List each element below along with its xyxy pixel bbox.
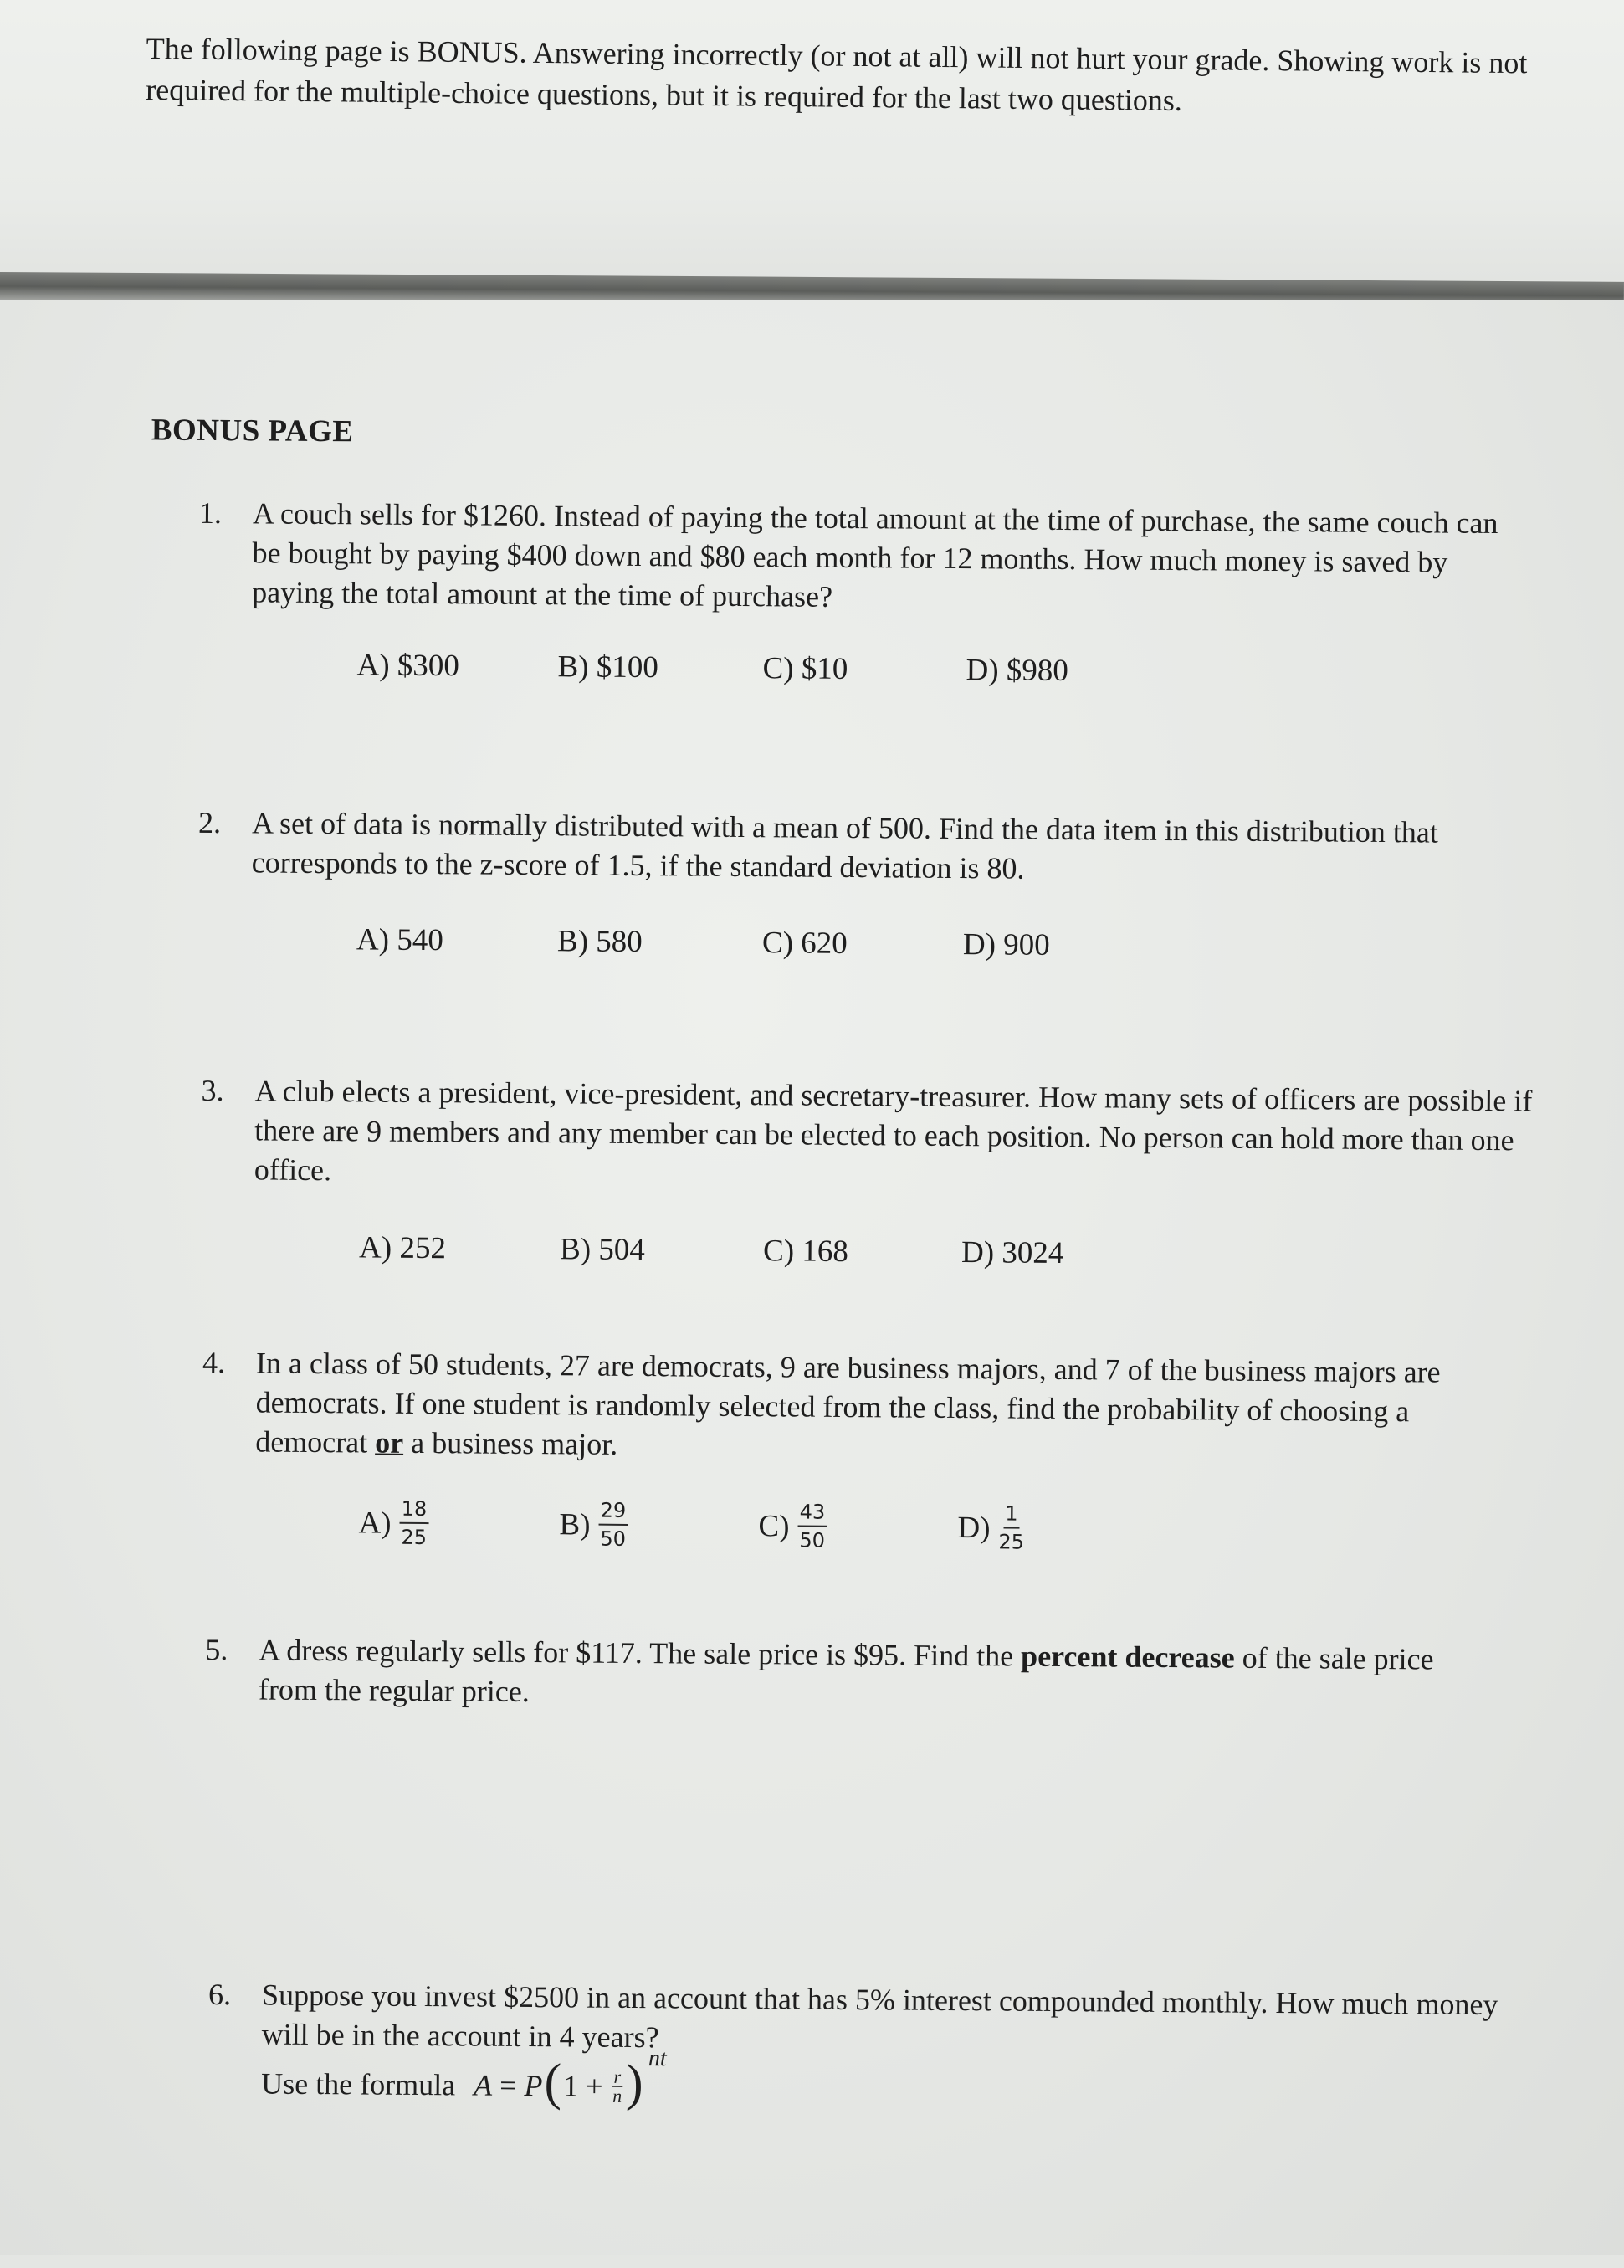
option-a[interactable]: A) $\frac{18}{25}$ bbox=[358, 1496, 428, 1550]
question-number: 2. bbox=[197, 805, 222, 840]
option-b[interactable]: B) $100 bbox=[557, 649, 658, 685]
option-b[interactable]: B) $\frac{29}{50}$ bbox=[559, 1498, 627, 1551]
question-text: A set of data is normally distributed with a mean of 500. Find the data item in this distribution that corresponds to the z-score of 1.5, if the standard deviation is 80. bbox=[251, 806, 1439, 885]
option-d[interactable]: D) $\frac{1}{25}$ bbox=[957, 1501, 1025, 1554]
question-6 bbox=[207, 1975, 1514, 2119]
question-number: 3. bbox=[201, 1073, 224, 1108]
question-2 bbox=[198, 803, 1521, 892]
option-c[interactable]: C) $10 bbox=[762, 651, 848, 686]
question-number: 1. bbox=[198, 495, 223, 531]
question-5 bbox=[205, 1630, 1494, 1719]
question-text: A club elects a president, vice-president, and secretary-treasurer. How many sets of officers are possible if there are 9 members and any member can be elected to each position. No person can hold more than one office. bbox=[254, 1074, 1533, 1188]
compound-interest-formula: A = P ( 1 + $\frac{r}{n}$ ) nt bbox=[474, 2045, 667, 2112]
question-text: In a class of 50 students, 27 are democrats, 9 are business majors, and 7 of the business majors are democrats. If one student is randomly selected from the class, find the probability of choosing a democrat or a business major. bbox=[255, 1346, 1441, 1461]
question-3 bbox=[201, 1071, 1540, 1200]
option-b[interactable]: B) 504 bbox=[559, 1232, 646, 1268]
fraction: $\frac{1}{25}$ bbox=[998, 1501, 1025, 1554]
question-1 bbox=[198, 494, 1504, 622]
option-a[interactable]: A) 252 bbox=[358, 1230, 447, 1266]
formula-label: Use the formula bbox=[261, 2066, 456, 2101]
emphasis-percent-decrease: percent decrease bbox=[1020, 1639, 1235, 1675]
fraction: $\frac{43}{50}$ bbox=[799, 1500, 826, 1552]
option-a[interactable]: A) $300 bbox=[356, 648, 460, 684]
question-number: 4. bbox=[202, 1345, 226, 1380]
option-d[interactable]: D) 3024 bbox=[961, 1235, 1064, 1271]
option-b[interactable]: B) 580 bbox=[556, 924, 643, 960]
formula-line bbox=[261, 2045, 1513, 2120]
option-d[interactable]: D) $980 bbox=[966, 653, 1069, 689]
question-number: 6. bbox=[207, 1978, 232, 2012]
question-text: A dress regularly sells for $117. The sale price is $95. Find the percent decrease of the sale price from the regular price. bbox=[258, 1633, 1434, 1709]
option-c[interactable]: C) 620 bbox=[761, 926, 848, 961]
option-c[interactable]: C) $\frac{43}{50}$ bbox=[758, 1500, 826, 1552]
option-d[interactable]: D) 900 bbox=[962, 927, 1050, 962]
bonus-page bbox=[0, 300, 1624, 2255]
previous-page bbox=[0, 0, 1624, 280]
question-text: A couch sells for $1260. Instead of paying the total amount at the time of purchase, the same couch can be bought by paying $400 down and $80 each month for 12 months. How much money is saved by paying the total amount at the time of purchase? bbox=[252, 496, 1498, 613]
fraction: $\frac{29}{50}$ bbox=[600, 1498, 627, 1551]
bonus-instructions: The following page is BONUS. Answering incorrectly (or not at all) will not hurt your grade. Showing work is not required for the multiple-choice questions, but it is required for the last two questions. bbox=[146, 31, 1528, 117]
question-text: Suppose you invest $2500 in an account that has 5% interest compounded monthly. How much money will be in the account in 4 years? bbox=[261, 1978, 1498, 2055]
fraction: $\frac{18}{25}$ bbox=[401, 1496, 428, 1550]
question-number: 5. bbox=[205, 1632, 228, 1667]
option-a[interactable]: A) 540 bbox=[356, 922, 443, 958]
option-c[interactable]: C) 168 bbox=[762, 1234, 849, 1269]
page-title: BONUS PAGE bbox=[151, 413, 354, 449]
emphasis-or: or bbox=[375, 1425, 404, 1460]
question-4 bbox=[202, 1343, 1524, 1471]
